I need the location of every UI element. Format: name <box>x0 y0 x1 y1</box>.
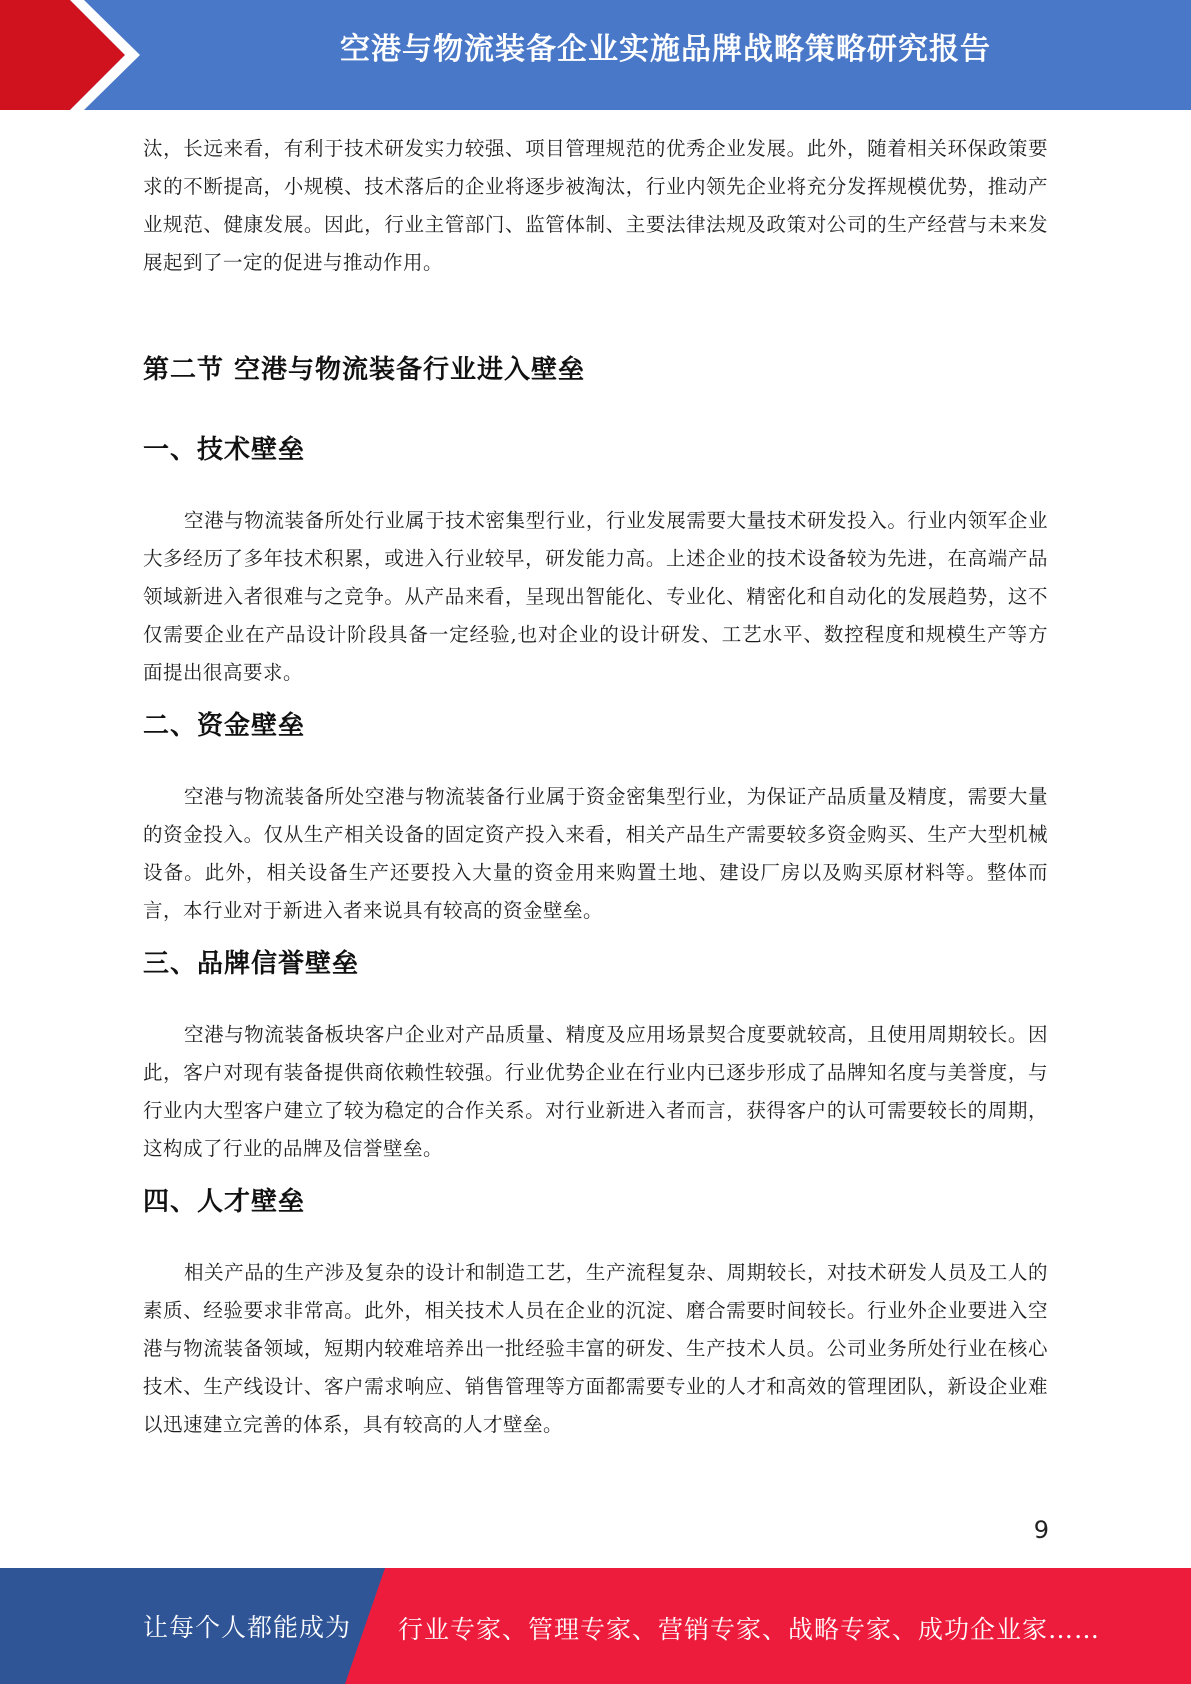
subsection-heading-talent: 四、人才壁垒 <box>143 1187 306 1217</box>
subsection-paragraph-talent: 相关产品的生产涉及复杂的设计和制造工艺，生产流程复杂、周期较长，对技术研发人员及工人的素质、经验要求非常高。此外，相关技术人员在企业的沉淀、磨合需要时间较长。行业外企业要进入空港与物流装备领域，短期内较难培养出一批经验丰富的研发、生产技术人员。公司业务所处行业在核心技术、生产线设计、客户需求响应、销售管理等方面都需要专业的人才和高效的管理团队，新设企业难以迅速建立完善的体系，具有较高的人才壁垒。 <box>143 1261 1048 1436</box>
page-number: 9 <box>1033 1516 1049 1544</box>
subsection-heading-brand-reputation: 三、品牌信誉壁垒 <box>143 949 360 979</box>
page-footer <box>0 1568 1191 1684</box>
subsection-paragraph-capital: 空港与物流装备所处空港与物流装备行业属于资金密集型行业，为保证产品质量及精度，需要大量的资金投入。仅从生产相关设备的固定资产投入来看，相关产品生产需要较多资金购买、生产大型机械设备。此外，相关设备生产还要投入大量的资金用来购置土地、建设厂房以及购买原材料等。整体而言，本行业对于新进入者来说具有较高的资金壁垒。 <box>143 785 1048 922</box>
subsection-paragraph-technology: 空港与物流装备所处行业属于技术密集型行业，行业发展需要大量技术研发投入。行业内领军企业大多经历了多年技术积累，或进入行业较早，研发能力高。上述企业的技术设备较为先进，在高端产品领域新进入者很难与之竞争。从产品来看，呈现出智能化、专业化、精密化和自动化的发展趋势，这不仅需要企业在产品设计阶段具备一定经验,也对企业的设计研发、工艺水平、数控程度和规模生产等方面提出很高要求。 <box>143 509 1048 684</box>
report-title: 空港与物流装备企业实施品牌战略策略研究报告 <box>340 32 991 67</box>
page-header <box>0 0 1191 110</box>
subsection-paragraph-brand-reputation: 空港与物流装备板块客户企业对产品质量、精度及应用场景契合度要就较高，且使用周期较长。因此，客户对现有装备提供商依赖性较强。行业优势企业在行业内已逐步形成了品牌知名度与美誉度，与行业内大型客户建立了较为稳定的合作关系。对行业新进入者而言，获得客户的认可需要较长的周期，这构成了行业的品牌及信誉壁垒。 <box>143 1023 1048 1160</box>
page-content <box>143 130 1048 1444</box>
subsection-heading-capital: 二、资金壁垒 <box>143 711 306 741</box>
red-arrow-shape <box>0 0 125 110</box>
subsection-heading-technology: 一、技术壁垒 <box>143 435 306 465</box>
footer-slogan-left: 让每个人都能成为 <box>143 1613 352 1642</box>
section-title: 第二节 空港与物流装备行业进入壁垒 <box>143 355 586 385</box>
header-chevron-decoration <box>0 0 160 110</box>
intro-paragraph: 汰，长远来看，有利于技术研发实力较强、项目管理规范的优秀企业发展。此外，随着相关环保政策要求的不断提高，小规模、技术落后的企业将逐步被淘汰，行业内领先企业将充分发挥规模优势，推动产业规范、健康发展。因此，行业主管部门、监管体制、主要法律法规及政策对公司的生产经营与未来发展起到了一定的促进与推动作用。 <box>143 137 1048 274</box>
footer-slogan-right: 行业专家、管理专家、营销专家、战略专家、成功企业家…… <box>398 1615 1101 1644</box>
